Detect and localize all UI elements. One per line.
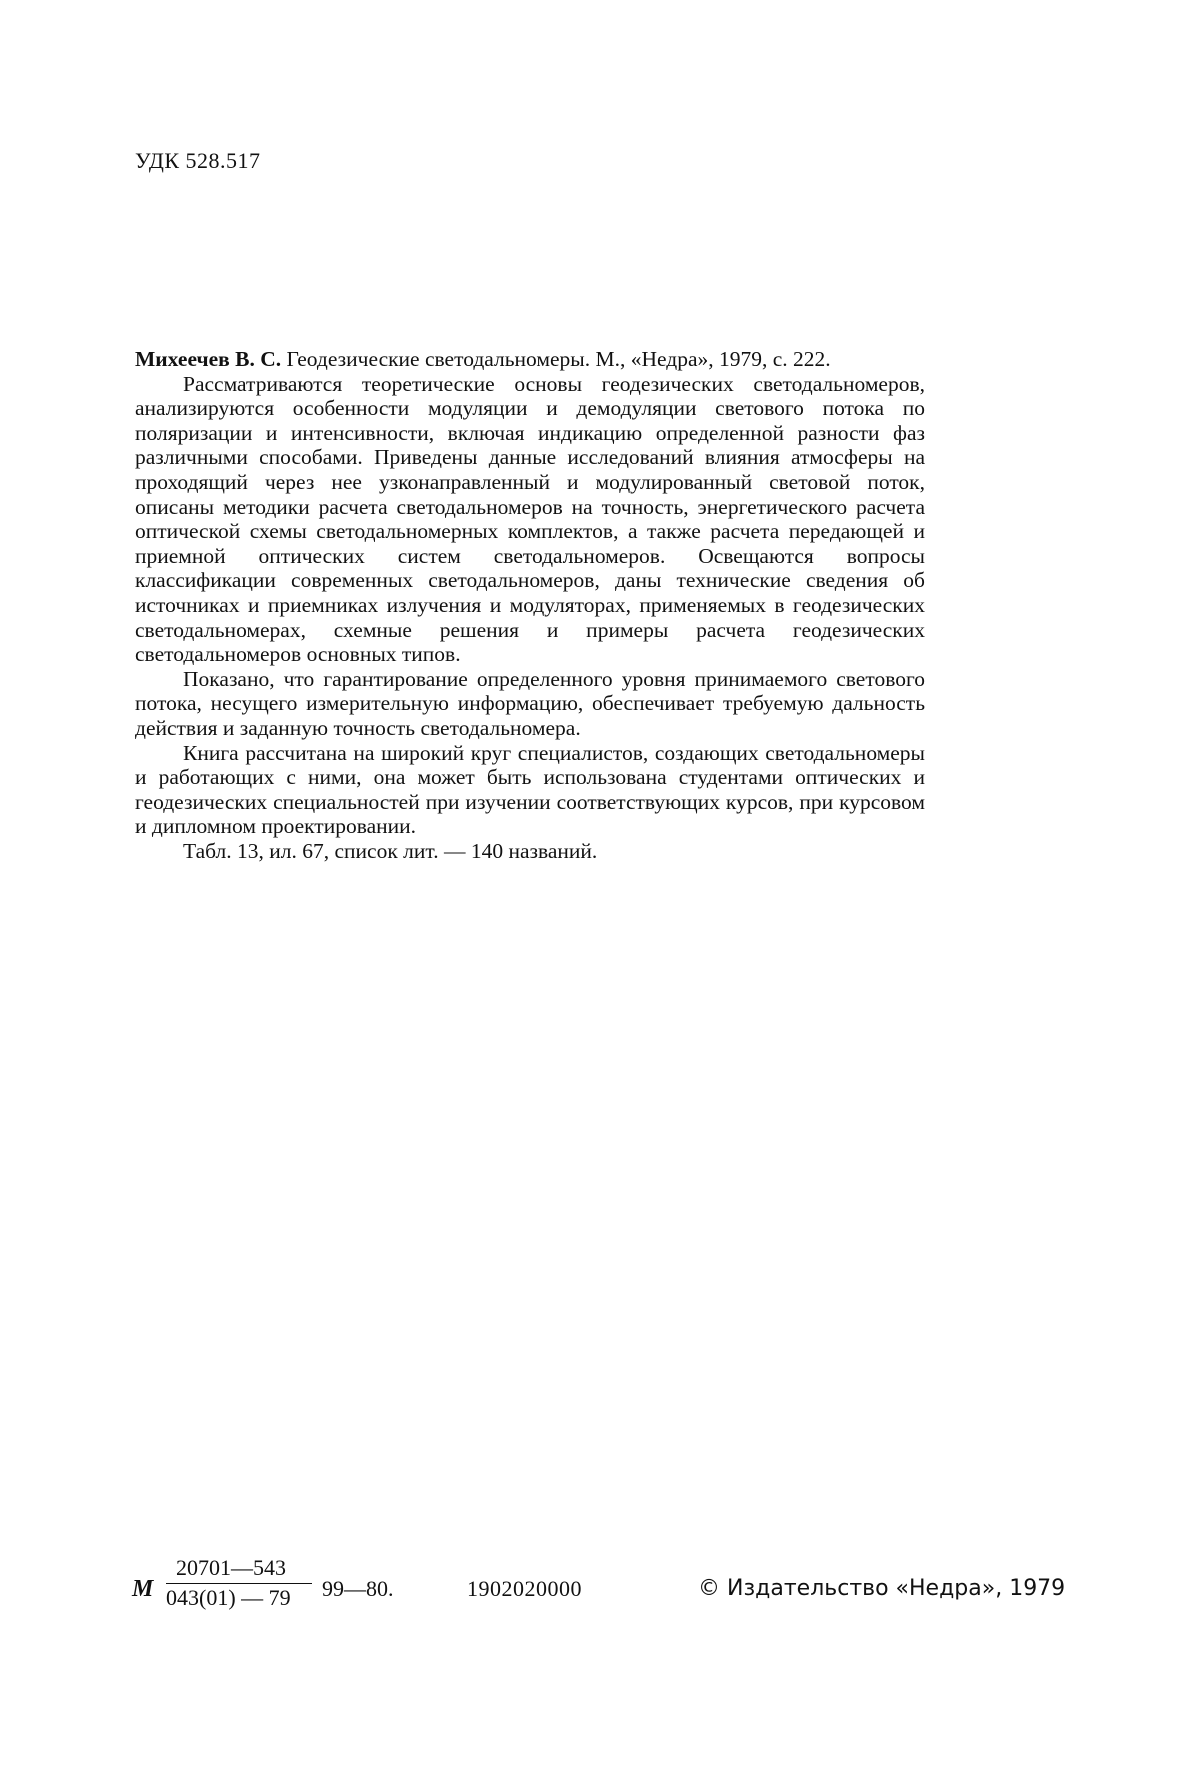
fraction-bar — [166, 1583, 312, 1584]
abstract-paragraph-1: Рассматриваются теоретические основы геодезических светодальномеров, анализируются особенности модуляции и демодуляции светового потока по поляризации и интенсивности, включая индикацию определенной разности фаз различными способами. Приведены данные исследований влияния атмосферы на проходящий через нее узконаправленный и модулированный световой поток, описаны методики расчета светодальномеров на точность, энергетического расчета оптической схемы светодальномерных комплектов, а также расчета передающей и приемной оптических систем светодальномеров. Освещаются вопросы классификации современных светодальномеров, даны технические сведения об источниках и приемниках излучения и модуляторах, применяемых в геодезических светодальномерах, схемные решения и примеры расчета геодезических светодальномеров основных типов. — [135, 371, 925, 667]
reference-details: Геодезические светодальномеры. М., «Недра», 1979, с. 222. — [281, 347, 831, 371]
fraction-numerator: 20701—543 — [176, 1555, 286, 1580]
imprint-letter: М — [132, 1576, 154, 1602]
imprint-fraction — [166, 1555, 316, 1610]
imprint-code: 1902020000 — [467, 1576, 582, 1601]
udk-code: УДК 528.517 — [135, 148, 261, 173]
copyright-notice: © Издательство «Недра», 1979 — [698, 1576, 1066, 1601]
abstract-block — [135, 347, 925, 863]
publication-imprint — [132, 1555, 1082, 1625]
abstract-paragraph-2: Показано, что гарантирование определенного уровня принимаемого светового потока, несущего измерительную информацию, обеспечивает требуемую дальность действия и заданную точность светодальномера. — [135, 666, 925, 740]
abstract-paragraph-3: Книга рассчитана на широкий круг специалистов, создающих светодальномеры и работающих с ними, она может быть использована студентами оптических и геодезических специальностей при изучении соответствующих курсов, при курсовом и дипломном проектировании. — [135, 740, 925, 839]
bibliographic-reference — [135, 347, 925, 372]
tables-figures-count: Табл. 13, ил. 67, список лит. — 140 названий. — [183, 838, 598, 863]
author-name: Михеечев В. С. — [135, 347, 282, 371]
fraction-denominator: 043(01) — 79 — [166, 1585, 291, 1610]
imprint-suffix: 99—80. — [322, 1576, 394, 1601]
